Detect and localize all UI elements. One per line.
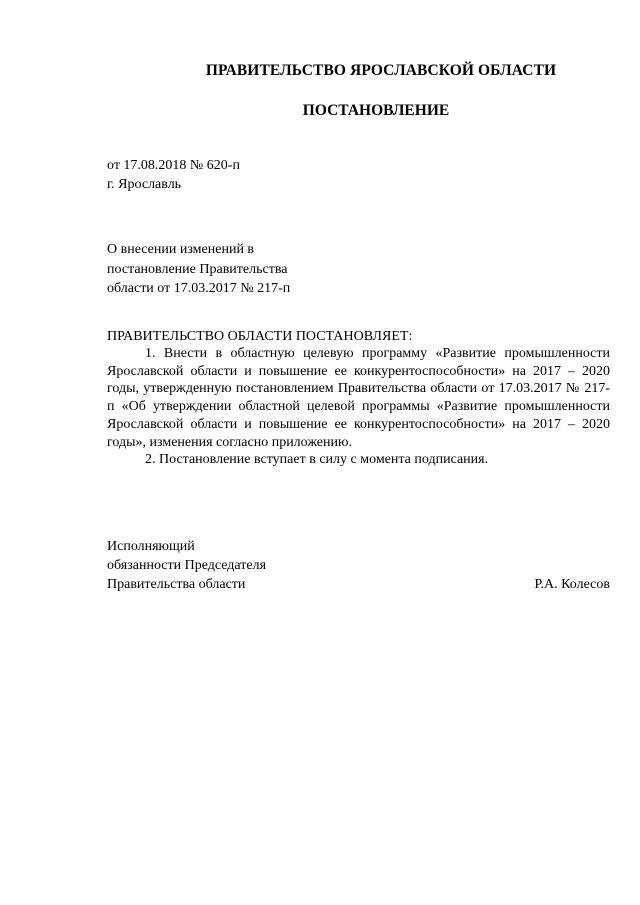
resolves-statement: ПРАВИТЕЛЬСТВО ОБЛАСТИ ПОСТАНОВЛЯЕТ: [107, 329, 413, 344]
decree-meta [107, 156, 240, 194]
decree-title-text: ПОСТАНОВЛЕНИЕ [302, 102, 450, 119]
signature-row [107, 575, 610, 594]
signatory-name: Р.А. Колесов [534, 577, 610, 592]
decree-title [0, 102, 640, 120]
government-title-text: ПРАВИТЕЛЬСТВО ЯРОСЛАВСКОЙ ОБЛАСТИ [205, 62, 557, 79]
decree-paragraph-1: 1. Внести в областную целевую программу «Развитие промышленности Ярославской области и повышение ее конкурентоспособности» на 2017 – 2020 годы, утвержденную постановлением Правительства области от 17.03.2017 № 217-п «Об утверждении областной целевой программы «Развитие промышленности Ярославской области и повышение ее конкурентоспособности» на 2017 – 2020 годы», изменения согласно приложению. [107, 346, 610, 450]
subject-line: постановление Правительства [107, 261, 288, 277]
date-number: от 17.08.2018 № 620-п [107, 158, 240, 173]
city: г. Ярославль [107, 177, 182, 192]
subject-line: области от 17.03.2017 № 217-п [107, 281, 291, 296]
signatory-title-line: обязанности Председателя [107, 558, 267, 573]
decree-paragraph-2: 2. Постановление вступает в силу с момента подписания. [145, 452, 489, 468]
signatory-title-line: Исполняющий [107, 539, 195, 554]
signature-block [107, 537, 610, 594]
decree-body [107, 345, 610, 469]
signatory-title-line: Правительства области [107, 577, 246, 592]
subject-line: О внесении изменений в [107, 242, 255, 257]
decree-subject [107, 240, 290, 299]
government-title [0, 62, 640, 80]
